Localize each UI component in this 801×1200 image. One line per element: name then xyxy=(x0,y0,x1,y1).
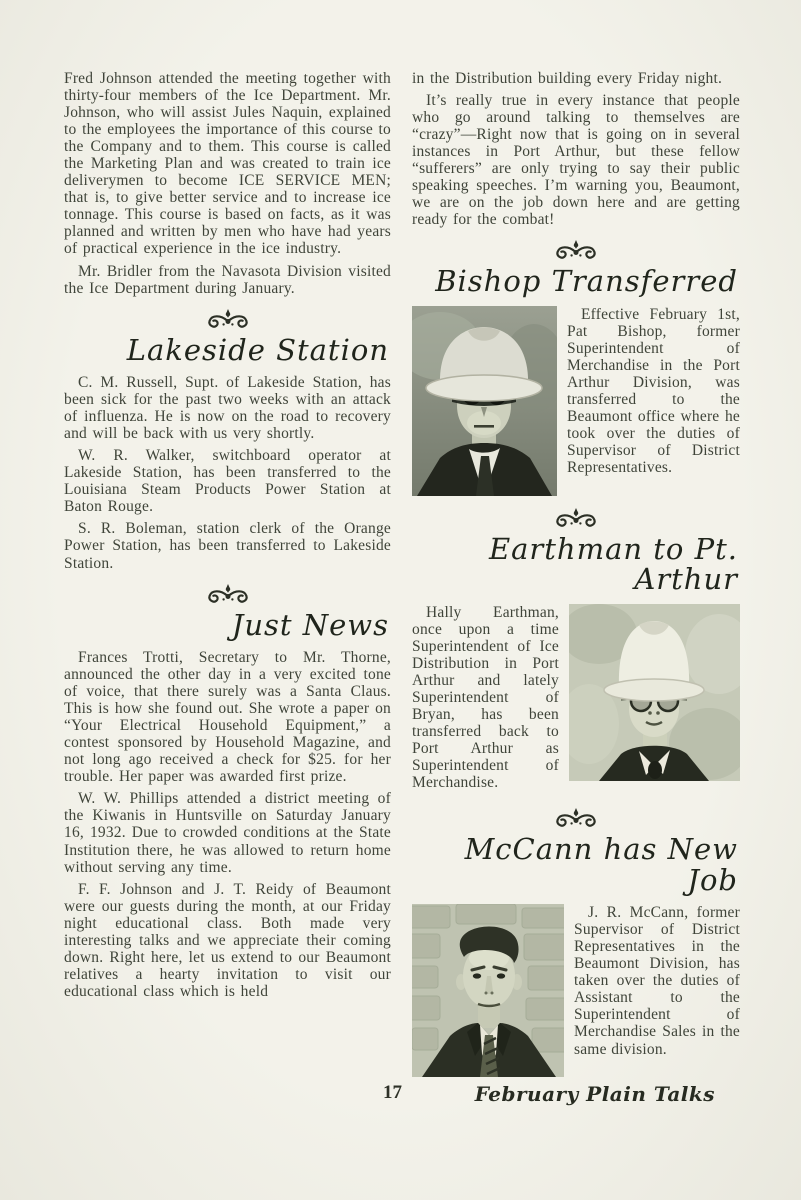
bishop-body: Effective February 1st, Pat Bishop, former Superintendent of Merchandise in the Port Arthur Division, was transferred to the Beaumont office where he took over the duties of Supervisor of District Representatives. xyxy=(567,305,740,477)
right-column xyxy=(412,70,740,1083)
earthman-photo xyxy=(569,604,740,781)
just-news-paragraph-2: W. W. Phillips attended a district meeting of the Kiwanis in Huntsville on Saturday January 16, 1932. Due to crowded conditions at the State Institution there, he was allowed to return home without serving any time. xyxy=(64,790,391,876)
left-column xyxy=(64,70,391,1005)
mccann-photo xyxy=(412,904,564,1077)
page-number: 17 xyxy=(383,1082,402,1103)
section-heading-lakeside-station: Lakeside Station xyxy=(126,332,389,367)
fleuron-ornament-icon xyxy=(64,307,391,333)
lakeside-paragraph-2: W. R. Walker, switchboard operator at Lakeside Station, has been transferred to the Louisiana Steam Products Power Station at Baton Rouge. xyxy=(64,447,391,516)
crazy-paragraph: It’s really true in every instance that people who go around talking to themselves are “crazy”—Right now that is going on in several instances in Port Arthur, but these fellow “sufferers” are only trying to say their public speaking speeches. I’m warning you, Beaumont, we are on the job down here and are getting ready for the combat! xyxy=(412,92,740,229)
section-heading-bishop-transferred: Bishop Transferred xyxy=(435,264,738,299)
section-heading-just-news: Just News xyxy=(231,607,389,642)
bishop-photo xyxy=(412,306,557,496)
mccann-body: J. R. McCann, former Supervisor of District Representatives in the Beaumont Division, has taken over the duties of Assistant to the Superintendent of Merchandise Sales in the same division. xyxy=(574,904,740,1058)
publication-title: February Plain Talks xyxy=(474,1082,715,1106)
bishop-section xyxy=(412,306,740,496)
earthman-section xyxy=(412,604,740,797)
fleuron-ornament-icon xyxy=(412,806,740,832)
earthman-body: Hally Earthman, once upon a time Superintendent of Ice Distribution in Port Arthur and lately Superintendent of Bryan, has been transferred back to Port Arthur as Superintendent of Merchandise. xyxy=(412,603,559,792)
page-footer xyxy=(0,1082,801,1112)
lakeside-paragraph-3: S. R. Boleman, station clerk of the Orange Power Station, has been transferred to Lakeside Station. xyxy=(64,520,391,572)
just-news-paragraph-3: F. F. Johnson and J. T. Reidy of Beaumont were our guests during the month, at our Friday night educational class. Both made very interesting talks and we appreciate their coming down. Right here, let us extend to our Beaumont relatives a hearty invitation to visit our educational class which is held xyxy=(64,880,391,1000)
fleuron-ornament-icon xyxy=(412,506,740,532)
fleuron-ornament-icon xyxy=(412,238,740,264)
section-heading-earthman: Earthman to Pt. Arthur xyxy=(488,531,738,597)
lakeside-paragraph-1: C. M. Russell, Supt. of Lakeside Station, has been sick for the past two weeks with an attack of influenza. He is now on the road to recovery and will be back with us very shortly. xyxy=(64,374,391,443)
fleuron-ornament-icon xyxy=(64,582,391,608)
mccann-section xyxy=(412,904,740,1077)
section-heading-mccann: McCann has New Job xyxy=(464,832,738,897)
intro-paragraph-1: Fred Johnson attended the meeting together with thirty-four members of the Ice Department. Mr. Johnson, who will assist Jules Naquin, explained to the employees the importance of this course to the Company and to them. This course is called the Marketing Plan and was created to train ice deliverymen to become ICE SERVICE MEN; that is, to give better service and to increase ice tonnage. This course is based on facts, as it was planned and written by men who have had years of practical experience in the ice industry. xyxy=(64,70,391,258)
just-news-paragraph-1: Frances Trotti, Secretary to Mr. Thorne, announced the other day in a very excited tone of voice, that there surely was a Santa Claus. This is how she found out. She wrote a paper on “Your Electrical Household Equipment,” a contest sponsored by Household Magazine, and not long ago received a check for $25. for her trouble. Her paper was awarded first prize. xyxy=(64,649,391,786)
continuation-paragraph: in the Distribution building every Friday night. xyxy=(412,70,723,87)
intro-paragraph-2: Mr. Bridler from the Navasota Division visited the Ice Department during January. xyxy=(64,262,391,297)
